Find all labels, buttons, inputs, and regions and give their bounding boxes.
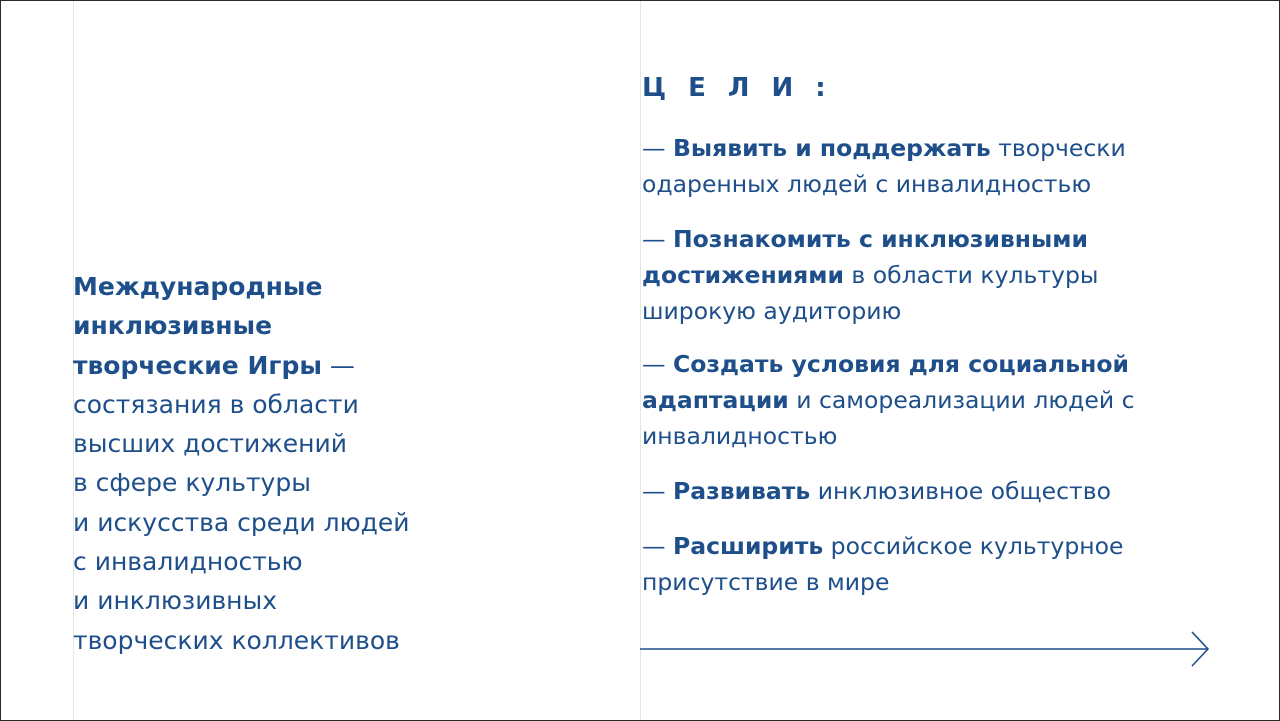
goal-item: — Развивать инклюзивное общество (642, 477, 1111, 505)
description-line: состязания в области (73, 389, 359, 419)
description-line: с инвалидностью (73, 547, 303, 577)
description-title-line: Международные (73, 272, 323, 301)
description-line: и инклюзивных (73, 586, 278, 616)
description-line: в сфере культуры (73, 468, 311, 498)
goal-item: — Выявить и поддержать творчески одаренных людей с инвалидностью (642, 134, 1126, 198)
goal-item: — Познакомить с инклюзивными достижениями в области культуры широкую аудиторию (642, 225, 1099, 325)
description-title-line: творческие Игры — (73, 350, 355, 380)
description-line: высших достижений (73, 429, 347, 459)
description-line: творческих коллективов (73, 625, 400, 655)
goal-item: — Расширить российское культурное присутствие в мире (642, 532, 1124, 596)
games-description (73, 267, 443, 660)
goal-item: — Создать условия для социальной адаптации и самореализации людей с инвалидностью (642, 350, 1135, 450)
description-line: и искусства среди людей (73, 507, 410, 537)
goals-heading: ЦЕЛИ: (642, 73, 848, 103)
arrow-right-icon (640, 627, 1215, 671)
guide-line-middle (640, 1, 641, 720)
description-title-line: инклюзивные (73, 311, 273, 341)
